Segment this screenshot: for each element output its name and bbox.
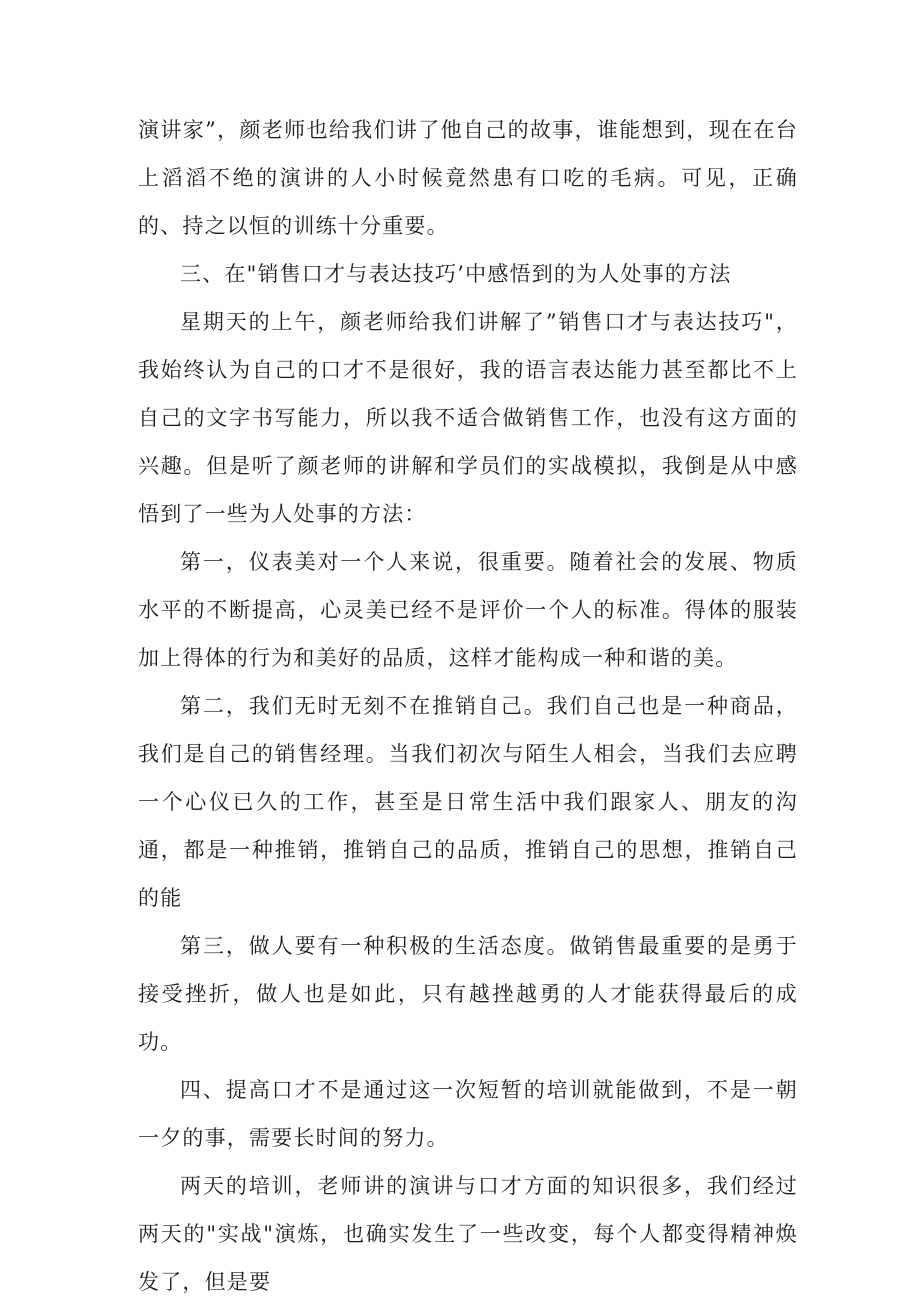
paragraph-sunday-lecture: 星期天的上午，颜老师给我们讲解了”销售口才与表达技巧"，我始终认为自己的口才不是很好，我的语言表达能力甚至都比不上自己的文字书写能力，所以我不适合做销售工作，也没有这方面的兴趣。但是听了颜老师的讲解和学员们的实战模拟，我倒是从中感悟到了一些为人处事的方法： [138,310,798,526]
paragraph-continuation: 演讲家”，颜老师也给我们讲了他自己的故事，谁能想到，现在在台上滔滔不绝的演讲的人小时候竟然患有口吃的毛病。可见，正确的、持之以恒的训练十分重要。 [138,118,798,238]
document-body [138,106,798,1306]
paragraph-point-one: 第一，仪表美对一个人来说，很重要。随着社会的发展、物质水平的不断提高，心灵美已经不是评价一个人的标准。得体的服装加上得体的行为和美好的品质，这样才能构成一种和谐的美。 [138,550,798,670]
paragraph-training-summary: 两天的培训，老师讲的演讲与口才方面的知识很多，我们经过两天的"实战"演炼，也确实发生了一些改变，每个人都变得精神焕发了，但是要 [138,1174,798,1294]
paragraph-point-two: 第二，我们无时无刻不在推销自己。我们自己也是一种商品，我们是自己的销售经理。当我们初次与陌生人相会，当我们去应聘一个心仪已久的工作，甚至是日常生活中我们跟家人、朋友的沟通，都是一种推销，推销自己的品质，推销自己的思想，推销自己的能 [138,694,798,910]
section-heading-four: 四、提高口才不是通过这一次短暂的培训就能做到，不是一朝一夕的事，需要长时间的努力。 [138,1078,798,1150]
paragraph-point-three: 第三，做人要有一种积极的生活态度。做销售最重要的是勇于接受挫折，做人也是如此，只有越挫越勇的人才能获得最后的成功。 [138,934,798,1054]
section-heading-three: 三、在"销售口才与表达技巧’中感悟到的为人处事的方法 [180,262,732,286]
